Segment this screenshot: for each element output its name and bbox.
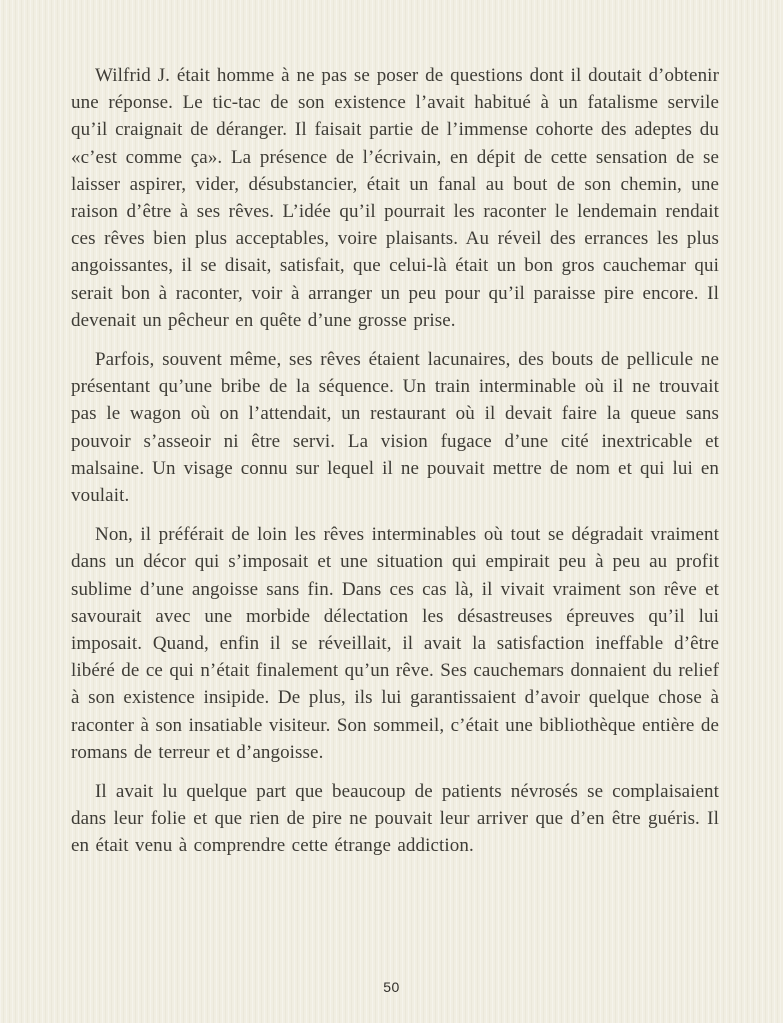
paragraph-3: Non, il préférait de loin les rêves interminables où tout se dégradait vraiment dans un décor qui s’imposait et une situation qui empirait peu à peu au profit sublime d’une angoisse sans fin. Dans ces cas là, il vivait vraiment son rêve et savourait avec une morbide délectation les désastreuses épreuves qu’il lui imposait. Quand, enfin il se réveillait, il avait la satisfaction ineffable d’être libéré de ce qui n’était finalement qu’un rêve. Ses cauchemars donnaient du relief à son existence insipide. De plus, ils lui garantissaient d’avoir quelque chose à raconter à son insatiable visiteur. Son sommeil, c’était une bibliothèque entière de romans de terreur et d’angoisse. bbox=[71, 524, 719, 763]
paragraph-1: Wilfrid J. était homme à ne pas se poser de questions dont il doutait d’obtenir une réponse. Le tic-tac de son existence l’avait habitué à un fatalisme servile qu’il craignait de déranger. Il faisait partie de l’immense cohorte des adeptes du «c’est comme ça». La présence de l’écrivain, en dépit de cette sensation de se laisser aspirer, vider, désubstancier, était un fanal au bout de son chemin, une raison d’être à ses rêves. L’idée qu’il pourrait les raconter le lendemain rendait ces rêves bien plus acceptables, voire plaisants. Au réveil des errances les plus angoissantes, il se disait, satisfait, que celui-là était un bon gros cauchemar qui serait bon à raconter, voir à arranger un peu pour qu’il paraisse pire encore. Il devenait un pêcheur en quête d’une grosse prise. bbox=[71, 65, 719, 331]
paragraph-2: Parfois, souvent même, ses rêves étaient lacunaires, des bouts de pellicule ne présentant qu’une bribe de la séquence. Un train interminable où il ne trouvait pas le wagon où on l’attendait, un restaurant où il devait faire la queue sans pouvoir s’asseoir ni être servi. La vision fugace d’une cité inextricable et malsaine. Un visage connu sur lequel il ne pouvait mettre de nom et qui lui en voulait. bbox=[71, 349, 719, 507]
page-text bbox=[71, 62, 719, 872]
paragraph-4: Il avait lu quelque part que beaucoup de patients névrosés se complaisaient dans leur folie et que rien de pire ne pouvait leur arriver que d’en être guéris. Il en était venu à comprendre cette étrange addiction. bbox=[71, 781, 719, 857]
page-number: 50 bbox=[383, 979, 400, 995]
